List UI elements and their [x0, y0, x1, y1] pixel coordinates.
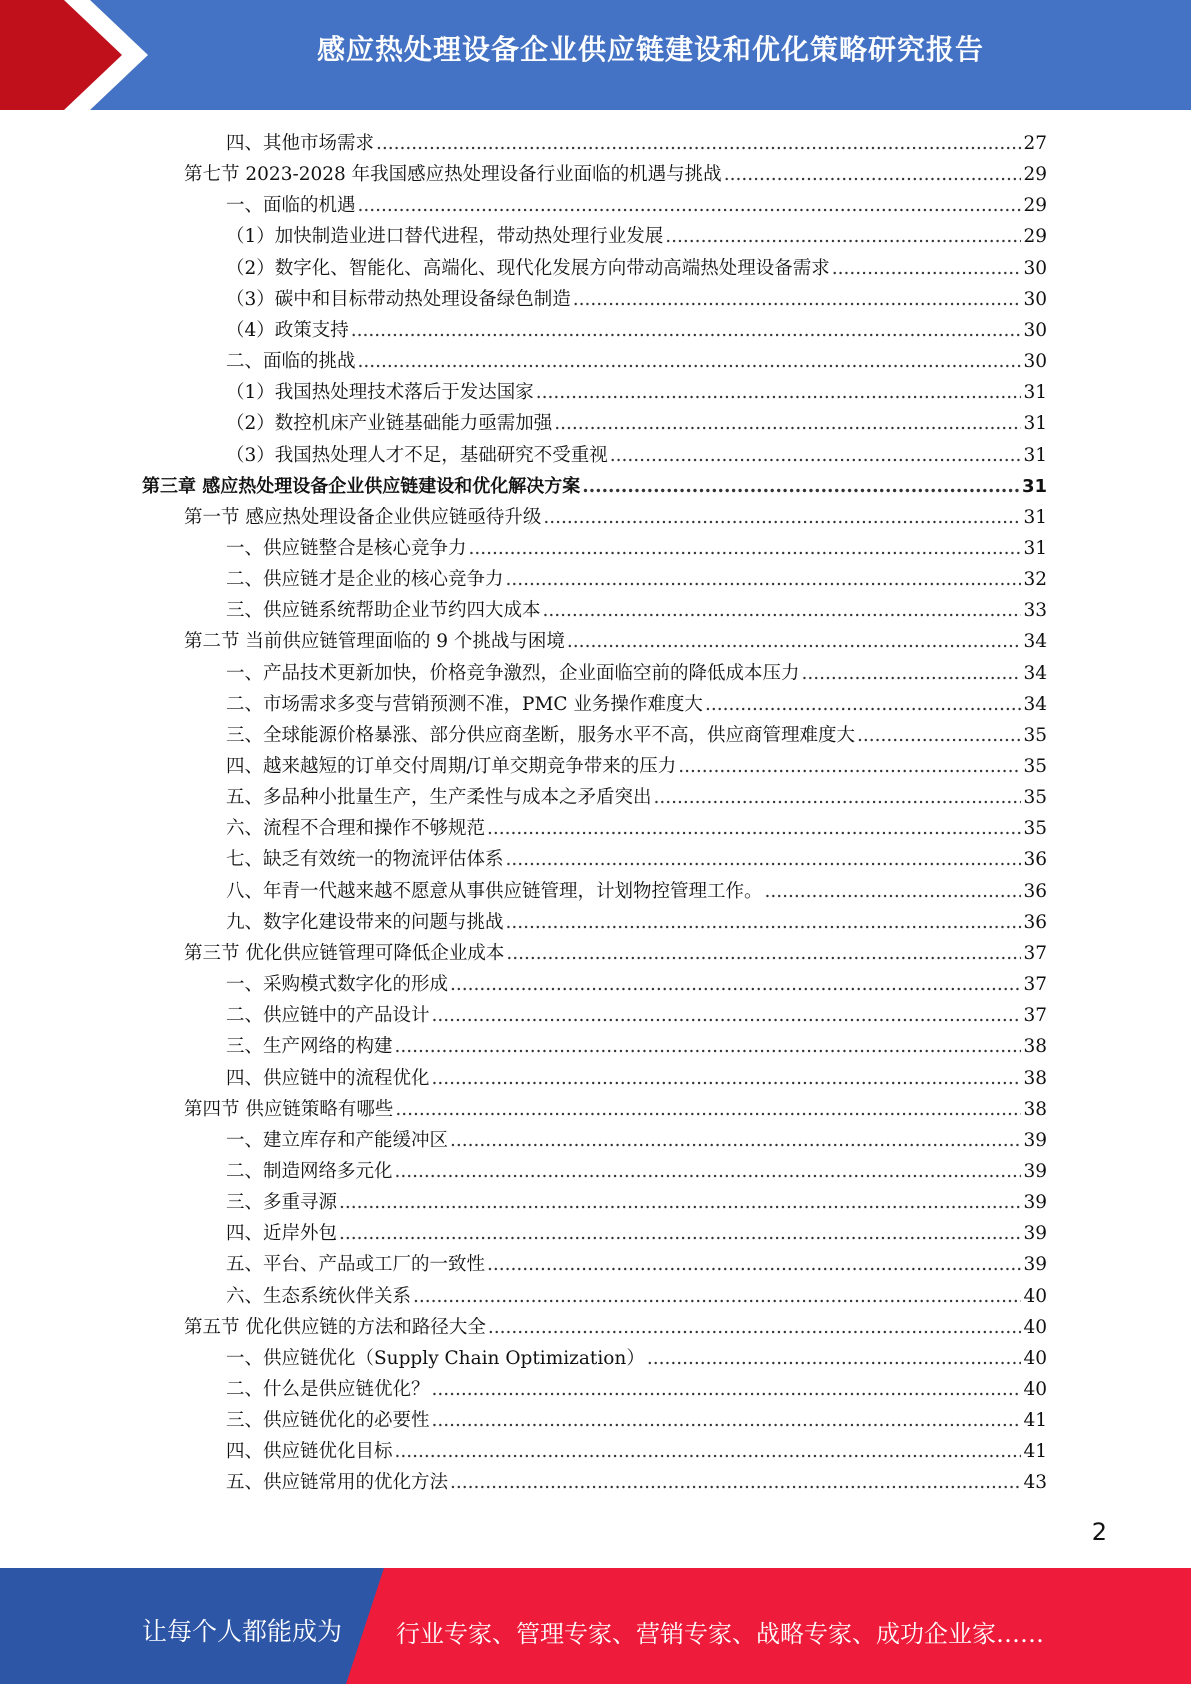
toc-dot-leader: [432, 1405, 1022, 1436]
toc-entry-title: （4）政策支持: [226, 319, 349, 341]
header-banner: [0, 0, 1191, 110]
toc-entry-title: 一、供应链优化（Supply Chain Optimization）: [226, 1347, 645, 1369]
toc-entry-title: 四、供应链优化目标: [226, 1441, 393, 1463]
toc-item-entry[interactable]: [226, 689, 1047, 720]
toc-dot-leader: [506, 564, 1022, 595]
toc-item-entry[interactable]: [226, 844, 1047, 875]
toc-page-number: 35: [1023, 756, 1047, 777]
toc-item-entry[interactable]: [226, 1125, 1047, 1156]
toc-dot-leader: [432, 1000, 1022, 1031]
toc-entry-title: 六、生态系统伙伴关系: [226, 1285, 412, 1307]
toc-entry-title: 二、供应链才是企业的核心竞争力: [226, 569, 504, 591]
toc-entry-title: 五、多品种小批量生产，生产柔性与成本之矛盾突出: [226, 787, 652, 809]
toc-dot-leader: [573, 284, 1022, 315]
toc-page-number: 29: [1023, 195, 1047, 217]
toc-page-number: 27: [1023, 133, 1047, 154]
toc-item-entry[interactable]: [226, 533, 1047, 564]
toc-item-entry[interactable]: [226, 128, 1047, 159]
toc-item-entry[interactable]: [226, 315, 1047, 346]
toc-item-entry[interactable]: [226, 969, 1047, 1000]
toc-page-number: 30: [1023, 351, 1047, 373]
toc-page-number: 36: [1023, 911, 1047, 933]
toc-entry-title: （1）我国热处理技术落后于发达国家: [226, 382, 534, 404]
toc-page-number: 35: [1023, 724, 1047, 746]
toc-page-number: 30: [1023, 319, 1047, 341]
toc-section-entry[interactable]: [184, 1312, 1047, 1343]
toc-page-number: 38: [1023, 1067, 1047, 1089]
toc-page-number: 36: [1023, 880, 1047, 902]
toc-dot-leader: [506, 907, 1022, 938]
toc-page-number: 39: [1023, 1160, 1047, 1182]
toc-entry-title: （2）数字化、智能化、高端化、现代化发展方向带动高端热处理设备需求: [226, 257, 830, 279]
footer-slogan-right: 行业专家、管理专家、营销专家、战略专家、成功企业家……: [396, 1620, 1044, 1648]
toc-entry-title: 二、什么是供应链优化？: [226, 1379, 430, 1400]
toc-entry-title: 九、数字化建设带来的问题与挑战: [226, 911, 504, 933]
toc-entry-title: （1）加快制造业进口替代进程，带动热处理行业发展: [226, 226, 664, 248]
toc-section-entry[interactable]: [184, 1094, 1047, 1125]
toc-item-entry[interactable]: [226, 1405, 1047, 1436]
toc-entry-title: 三、供应链优化的必要性: [226, 1410, 430, 1432]
toc-page-number: 38: [1023, 1036, 1047, 1058]
toc-item-entry[interactable]: [226, 190, 1047, 221]
toc-entry-title: 第七节 2023-2028 年我国感应热处理设备行业面临的机遇与挑战: [184, 164, 722, 186]
toc-item-entry[interactable]: [226, 658, 1047, 689]
toc-entry-title: 四、越来越短的订单交付周期/订单交期竞争带来的压力: [226, 756, 677, 777]
toc-item-entry[interactable]: [226, 782, 1047, 813]
header-red-arrow: [0, 0, 140, 110]
toc-section-entry[interactable]: [184, 159, 1047, 190]
toc-section-entry[interactable]: [184, 626, 1047, 657]
toc-dot-leader: [554, 408, 1021, 439]
toc-page-number: 34: [1023, 693, 1047, 715]
toc-item-entry[interactable]: [226, 1467, 1047, 1498]
toc-page-number: 40: [1023, 1316, 1047, 1338]
toc-page-number: 39: [1023, 1223, 1047, 1245]
toc-dot-leader: [339, 1187, 1021, 1218]
toc-page-number: 31: [1023, 444, 1047, 466]
toc-item-entry[interactable]: [226, 346, 1047, 377]
toc-dot-leader: [567, 626, 1022, 657]
toc-entry-title: 四、其他市场需求: [226, 133, 375, 154]
toc-dot-leader: [724, 159, 1022, 190]
toc-dot-leader: [536, 377, 1022, 408]
toc-chapter-entry[interactable]: [142, 471, 1047, 502]
toc-page-number: 29: [1023, 226, 1047, 248]
toc-entry-title: 八、年青一代越来越不愿意从事供应链管理，计划物控管理工作。: [226, 880, 763, 902]
toc-dot-leader: [432, 1374, 1022, 1405]
toc-entry-title: 一、面临的机遇: [226, 195, 356, 217]
toc-dot-leader: [582, 471, 1020, 502]
toc-page-number: 38: [1023, 1098, 1047, 1120]
toc-dot-leader: [488, 1312, 1022, 1343]
toc-page-number: 37: [1023, 1005, 1047, 1027]
toc-page-number: 31: [1023, 382, 1047, 404]
toc-item-entry[interactable]: [226, 1281, 1047, 1312]
toc-item-entry[interactable]: [226, 1000, 1047, 1031]
toc-dot-leader: [358, 190, 1022, 221]
toc-dot-leader: [765, 876, 1022, 907]
toc-entry-title: （3）碳中和目标带动热处理设备绿色制造: [226, 288, 571, 310]
toc-page-number: 40: [1023, 1379, 1047, 1400]
toc-entry-title: 第四节 供应链策略有哪些: [184, 1098, 394, 1120]
toc-page-number: 35: [1023, 787, 1047, 809]
toc-page-number: 34: [1023, 662, 1047, 684]
toc-item-entry[interactable]: [226, 876, 1047, 907]
toc-dot-leader: [450, 1467, 1021, 1498]
toc-dot-leader: [506, 844, 1022, 875]
toc-dot-leader: [450, 969, 1021, 1000]
toc-page-number: 37: [1023, 974, 1047, 996]
toc-item-entry[interactable]: [226, 813, 1047, 844]
toc-dot-leader: [450, 1125, 1021, 1156]
toc-entry-title: 第二节 当前供应链管理面临的 9 个挑战与困境: [184, 631, 565, 653]
toc-item-entry[interactable]: [226, 907, 1047, 938]
toc-page-number: 31: [1021, 475, 1047, 497]
toc-page-number: 31: [1023, 506, 1047, 528]
toc-dot-leader: [339, 1218, 1021, 1249]
toc-dot-leader: [469, 533, 1022, 564]
toc-item-entry[interactable]: [226, 377, 1047, 408]
toc-entry-title: 第三章 感应热处理设备企业供应链建设和优化解决方案: [142, 475, 581, 497]
toc-item-entry[interactable]: [226, 1343, 1047, 1374]
toc-dot-leader: [654, 782, 1022, 813]
toc-dot-leader: [358, 346, 1022, 377]
toc-dot-leader: [351, 315, 1022, 346]
toc-entry-title: 一、供应链整合是核心竞争力: [226, 537, 467, 559]
toc-item-entry[interactable]: [226, 751, 1047, 782]
toc-entry-title: （3）我国热处理人才不足，基础研究不受重视: [226, 444, 608, 466]
toc-page-number: 43: [1023, 1472, 1047, 1494]
toc-entry-title: 四、近岸外包: [226, 1223, 338, 1245]
toc-entry-title: 三、供应链系统帮助企业节约四大成本: [226, 600, 541, 622]
toc-dot-leader: [678, 751, 1021, 782]
toc-entry-title: 三、生产网络的构建: [226, 1036, 393, 1058]
toc-dot-leader: [413, 1281, 1021, 1312]
toc-entry-title: 三、多重寻源: [226, 1192, 338, 1214]
toc-page-number: 30: [1023, 288, 1047, 310]
toc-entry-title: 四、供应链中的流程优化: [226, 1067, 430, 1089]
toc-item-entry[interactable]: [226, 1218, 1047, 1249]
toc-entry-title: 第五节 优化供应链的方法和路径大全: [184, 1316, 486, 1338]
toc-page-number: 41: [1023, 1410, 1047, 1432]
toc-item-entry[interactable]: [226, 284, 1047, 315]
toc-entry-title: 七、缺乏有效统一的物流评估体系: [226, 849, 504, 871]
toc-dot-leader: [506, 938, 1021, 969]
toc-item-entry[interactable]: [226, 1063, 1047, 1094]
toc-dot-leader: [665, 221, 1021, 252]
toc-page-number: 34: [1023, 631, 1047, 653]
toc-entry-title: （2）数控机床产业链基础能力亟需加强: [226, 413, 553, 435]
toc-dot-leader: [647, 1343, 1022, 1374]
toc-item-entry[interactable]: [226, 440, 1047, 471]
toc-entry-title: 五、平台、产品或工厂的一致性: [226, 1254, 486, 1276]
toc-dot-leader: [857, 720, 1021, 751]
toc-page-number: 39: [1023, 1254, 1047, 1276]
toc-item-entry[interactable]: [226, 595, 1047, 626]
toc-page-number: 32: [1023, 569, 1047, 591]
toc-entry-title: 第三节 优化供应链管理可降低企业成本: [184, 942, 505, 964]
toc-page-number: 30: [1023, 257, 1047, 279]
toc-entry-title: 一、产品技术更新加快，价格竞争激烈，企业面临空前的降低成本压力: [226, 662, 800, 684]
toc-dot-leader: [432, 1063, 1022, 1094]
toc-item-entry[interactable]: [226, 1031, 1047, 1062]
toc-dot-leader: [395, 1031, 1022, 1062]
toc-page-number: 40: [1023, 1347, 1047, 1369]
toc-entry-title: 三、全球能源价格暴涨、部分供应商垄断，服务水平不高，供应商管理难度大: [226, 724, 856, 746]
toc-page-number: 33: [1023, 600, 1047, 622]
toc-entry-title: 第一节 感应热处理设备企业供应链亟待升级: [184, 506, 542, 528]
toc-page-number: 31: [1023, 537, 1047, 559]
toc-item-entry[interactable]: [226, 253, 1047, 284]
toc-dot-leader: [705, 689, 1022, 720]
toc-dot-leader: [376, 128, 1021, 159]
toc-dot-leader: [487, 1249, 1021, 1280]
toc-section-entry[interactable]: [184, 938, 1047, 969]
toc-entry-title: 二、制造网络多元化: [226, 1160, 393, 1182]
toc-entry-title: 二、面临的挑战: [226, 351, 356, 373]
report-title: 感应热处理设备企业供应链建设和优化策略研究报告: [316, 33, 984, 66]
toc-section-entry[interactable]: [184, 502, 1047, 533]
toc-item-entry[interactable]: [226, 1156, 1047, 1187]
toc-item-entry[interactable]: [226, 1374, 1047, 1405]
toc-page-number: 31: [1023, 413, 1047, 435]
toc-dot-leader: [802, 658, 1022, 689]
toc-item-entry[interactable]: [226, 1249, 1047, 1280]
toc-entry-title: 六、流程不合理和操作不够规范: [226, 818, 486, 840]
footer-slogan-left: 让每个人都能成为: [142, 1617, 343, 1646]
toc-page-number: 29: [1023, 164, 1047, 186]
toc-page-number: 36: [1023, 849, 1047, 871]
toc-page-number: 35: [1023, 818, 1047, 840]
toc-entry-title: 二、市场需求多变与营销预测不准，PMC 业务操作难度大: [226, 693, 703, 715]
toc-entry-title: 一、建立库存和产能缓冲区: [226, 1129, 449, 1151]
toc-entry-title: 一、采购模式数字化的形成: [226, 974, 449, 996]
toc-item-entry[interactable]: [226, 221, 1047, 252]
toc-item-entry[interactable]: [226, 720, 1047, 751]
toc-page-number: 41: [1023, 1441, 1047, 1463]
toc-dot-leader: [543, 595, 1022, 626]
toc-item-entry[interactable]: [226, 1436, 1047, 1467]
toc-dot-leader: [395, 1156, 1022, 1187]
toc-page-number: 39: [1023, 1129, 1047, 1151]
toc-dot-leader: [832, 253, 1022, 284]
toc-dot-leader: [395, 1436, 1022, 1467]
toc-page-number: 40: [1023, 1285, 1047, 1307]
toc-item-entry[interactable]: [226, 564, 1047, 595]
toc-page-number: 37: [1023, 942, 1047, 964]
toc-entry-title: 二、供应链中的产品设计: [226, 1005, 430, 1027]
toc-page-number: 39: [1023, 1192, 1047, 1214]
toc-dot-leader: [395, 1094, 1021, 1125]
page-number: 2: [1091, 1518, 1107, 1546]
toc-dot-leader: [543, 502, 1021, 533]
toc-entry-title: 五、供应链常用的优化方法: [226, 1472, 449, 1494]
toc-item-entry[interactable]: [226, 408, 1047, 439]
toc-dot-leader: [610, 440, 1022, 471]
toc-dot-leader: [487, 813, 1021, 844]
toc-item-entry[interactable]: [226, 1187, 1047, 1218]
